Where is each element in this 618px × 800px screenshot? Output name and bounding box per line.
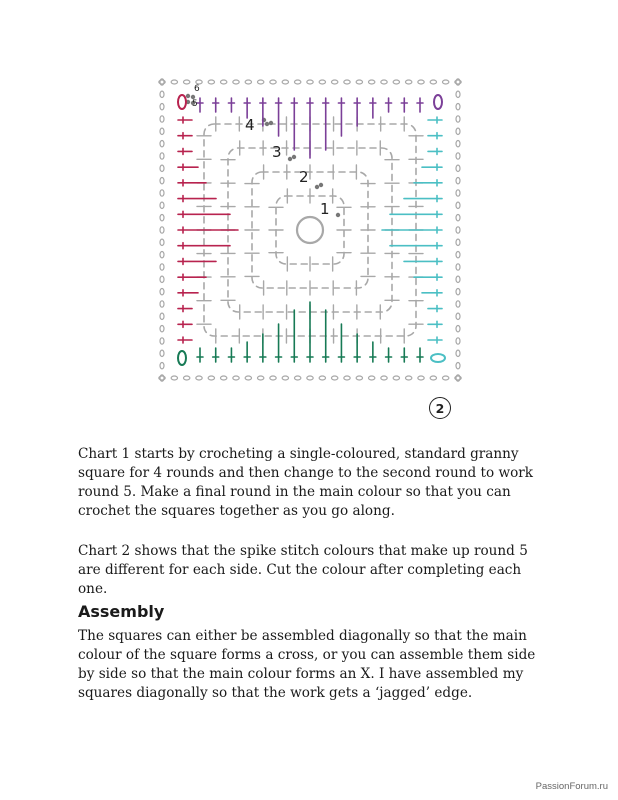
chain-stitch: [233, 80, 239, 84]
chain-stitch: [160, 251, 164, 257]
chain-stitch: [160, 276, 164, 282]
slip-stitch-dot: [315, 185, 319, 189]
chain-stitch: [245, 80, 251, 84]
chain-stitch: [160, 165, 164, 171]
chain-stitch: [160, 362, 164, 368]
chain-stitch: [456, 202, 460, 208]
chain-stitch: [160, 227, 164, 233]
chain-stitch: [456, 128, 460, 134]
chain-stitch: [442, 376, 448, 380]
chain-stitch: [233, 376, 239, 380]
chain-stitch: [418, 80, 424, 84]
chain-stitch: [456, 338, 460, 344]
slip-stitch-dot: [265, 122, 269, 126]
chain-stitch: [344, 80, 350, 84]
round-label-5: 5: [192, 99, 198, 109]
chain-stitch: [220, 80, 226, 84]
chain-stitch: [344, 376, 350, 380]
chain-stitch: [456, 325, 460, 331]
chain-stitch: [442, 80, 448, 84]
chain-stitch: [456, 264, 460, 270]
slip-stitch-dot: [319, 183, 323, 187]
chain-stitch: [393, 376, 399, 380]
chain-stitch: [418, 376, 424, 380]
chain-stitch: [456, 116, 460, 122]
corner-loop-top-right: [434, 95, 442, 109]
chain-stitch: [183, 376, 189, 380]
chain-stitch: [381, 80, 387, 84]
chain-stitch: [294, 80, 300, 84]
chain-stitch: [456, 362, 460, 368]
chain-stitch: [307, 80, 313, 84]
chain-stitch: [319, 80, 325, 84]
paragraph-assembly: The squares can either be assembled diagonally so that the main colour of the square forms a cross, or you can assemble them side by side so that the main colour forms an X. I have assembled my squares diagonally so that the work gets a ‘jagged’ edge.: [78, 628, 536, 701]
chain-stitch: [160, 153, 164, 159]
chain-stitch: [456, 301, 460, 307]
chain-stitch: [368, 80, 374, 84]
chain-stitch: [257, 80, 263, 84]
chain-stitch: [307, 376, 313, 380]
chain-stitch: [356, 376, 362, 380]
slip-stitch-dot: [186, 94, 190, 98]
granny-round-1: [276, 196, 344, 264]
corner-loop-top-left: [178, 95, 186, 109]
chain-stitch: [456, 313, 460, 319]
chain-stitch: [456, 214, 460, 220]
chain-stitch: [456, 177, 460, 183]
chain-stitch: [257, 376, 263, 380]
chain-stitch: [183, 80, 189, 84]
round-label-6: 6: [194, 84, 200, 94]
chain-stitch: [356, 80, 362, 84]
chain-stitch: [160, 313, 164, 319]
round-label-2: 2: [299, 168, 309, 186]
chain-stitch: [160, 301, 164, 307]
slip-stitch-dot: [336, 213, 340, 217]
chain-stitch: [430, 80, 436, 84]
chain-stitch: [245, 376, 251, 380]
chain-stitch: [456, 165, 460, 171]
chain-stitch: [160, 140, 164, 146]
chain-stitch: [160, 202, 164, 208]
chain-stitch: [160, 239, 164, 245]
chain-stitch: [220, 376, 226, 380]
chain-stitch: [456, 91, 460, 97]
chain-stitch: [393, 80, 399, 84]
chain-stitch: [456, 153, 460, 159]
chain-stitch: [456, 190, 460, 196]
chart-number-badge: 2: [429, 397, 451, 419]
section-heading-assembly: Assembly: [78, 602, 165, 621]
corner-loop-bottom-right: [431, 354, 445, 362]
chain-stitch: [160, 338, 164, 344]
chain-stitch: [381, 376, 387, 380]
slip-stitch-dot: [269, 121, 273, 125]
chain-stitch: [405, 80, 411, 84]
chain-stitch: [456, 251, 460, 257]
watermark-credit: PassionForum.ru: [535, 781, 608, 792]
chain-stitch: [160, 128, 164, 134]
chain-stitch: [456, 350, 460, 356]
chain-stitch: [208, 376, 214, 380]
chain-stitch: [160, 350, 164, 356]
chain-stitch: [368, 376, 374, 380]
chain-stitch: [456, 227, 460, 233]
chain-stitch: [270, 376, 276, 380]
corner-loop-bottom-left: [178, 351, 186, 365]
chain-stitch: [282, 80, 288, 84]
chain-stitch: [319, 376, 325, 380]
paragraph-chart-1: Chart 1 starts by crocheting a single-coloured, standard granny square for 4 rounds and then change to the second round to work round 5. Make a final round in the main colour so that you can crochet the squares together as you go along.: [78, 446, 533, 519]
chain-stitch: [171, 376, 177, 380]
paragraph-chart-2: Chart 2 shows that the spike stitch colours that make up round 5 are different for each side. Cut the colour after completing each one.: [78, 543, 528, 597]
chain-stitch: [160, 177, 164, 183]
chain-stitch: [405, 376, 411, 380]
chain-stitch: [208, 80, 214, 84]
chain-stitch: [270, 80, 276, 84]
chain-stitch: [456, 239, 460, 245]
chain-stitch: [456, 288, 460, 294]
chain-stitch: [430, 376, 436, 380]
chain-stitch: [294, 376, 300, 380]
chain-stitch: [160, 103, 164, 109]
chain-stitch: [456, 103, 460, 109]
chain-stitch: [456, 276, 460, 282]
slip-stitch-dot: [292, 155, 296, 159]
chain-stitch: [160, 116, 164, 122]
crochet-chart-svg: [150, 68, 474, 394]
chain-stitch: [160, 91, 164, 97]
chain-stitch: [160, 190, 164, 196]
chain-stitch: [331, 80, 337, 84]
chain-stitch: [160, 325, 164, 331]
crochet-chart: [150, 68, 474, 394]
chain-stitch: [171, 80, 177, 84]
chain-stitch: [456, 140, 460, 146]
chain-stitch: [160, 214, 164, 220]
center-ring: [297, 217, 323, 243]
round-label-4: 4: [245, 116, 255, 134]
chain-stitch: [196, 376, 202, 380]
chain-stitch: [160, 264, 164, 270]
chain-stitch: [160, 288, 164, 294]
round-label-1: 1: [320, 200, 330, 218]
chain-stitch: [282, 376, 288, 380]
slip-stitch-dot: [288, 157, 292, 161]
chain-stitch: [331, 376, 337, 380]
round-label-3: 3: [272, 143, 282, 161]
